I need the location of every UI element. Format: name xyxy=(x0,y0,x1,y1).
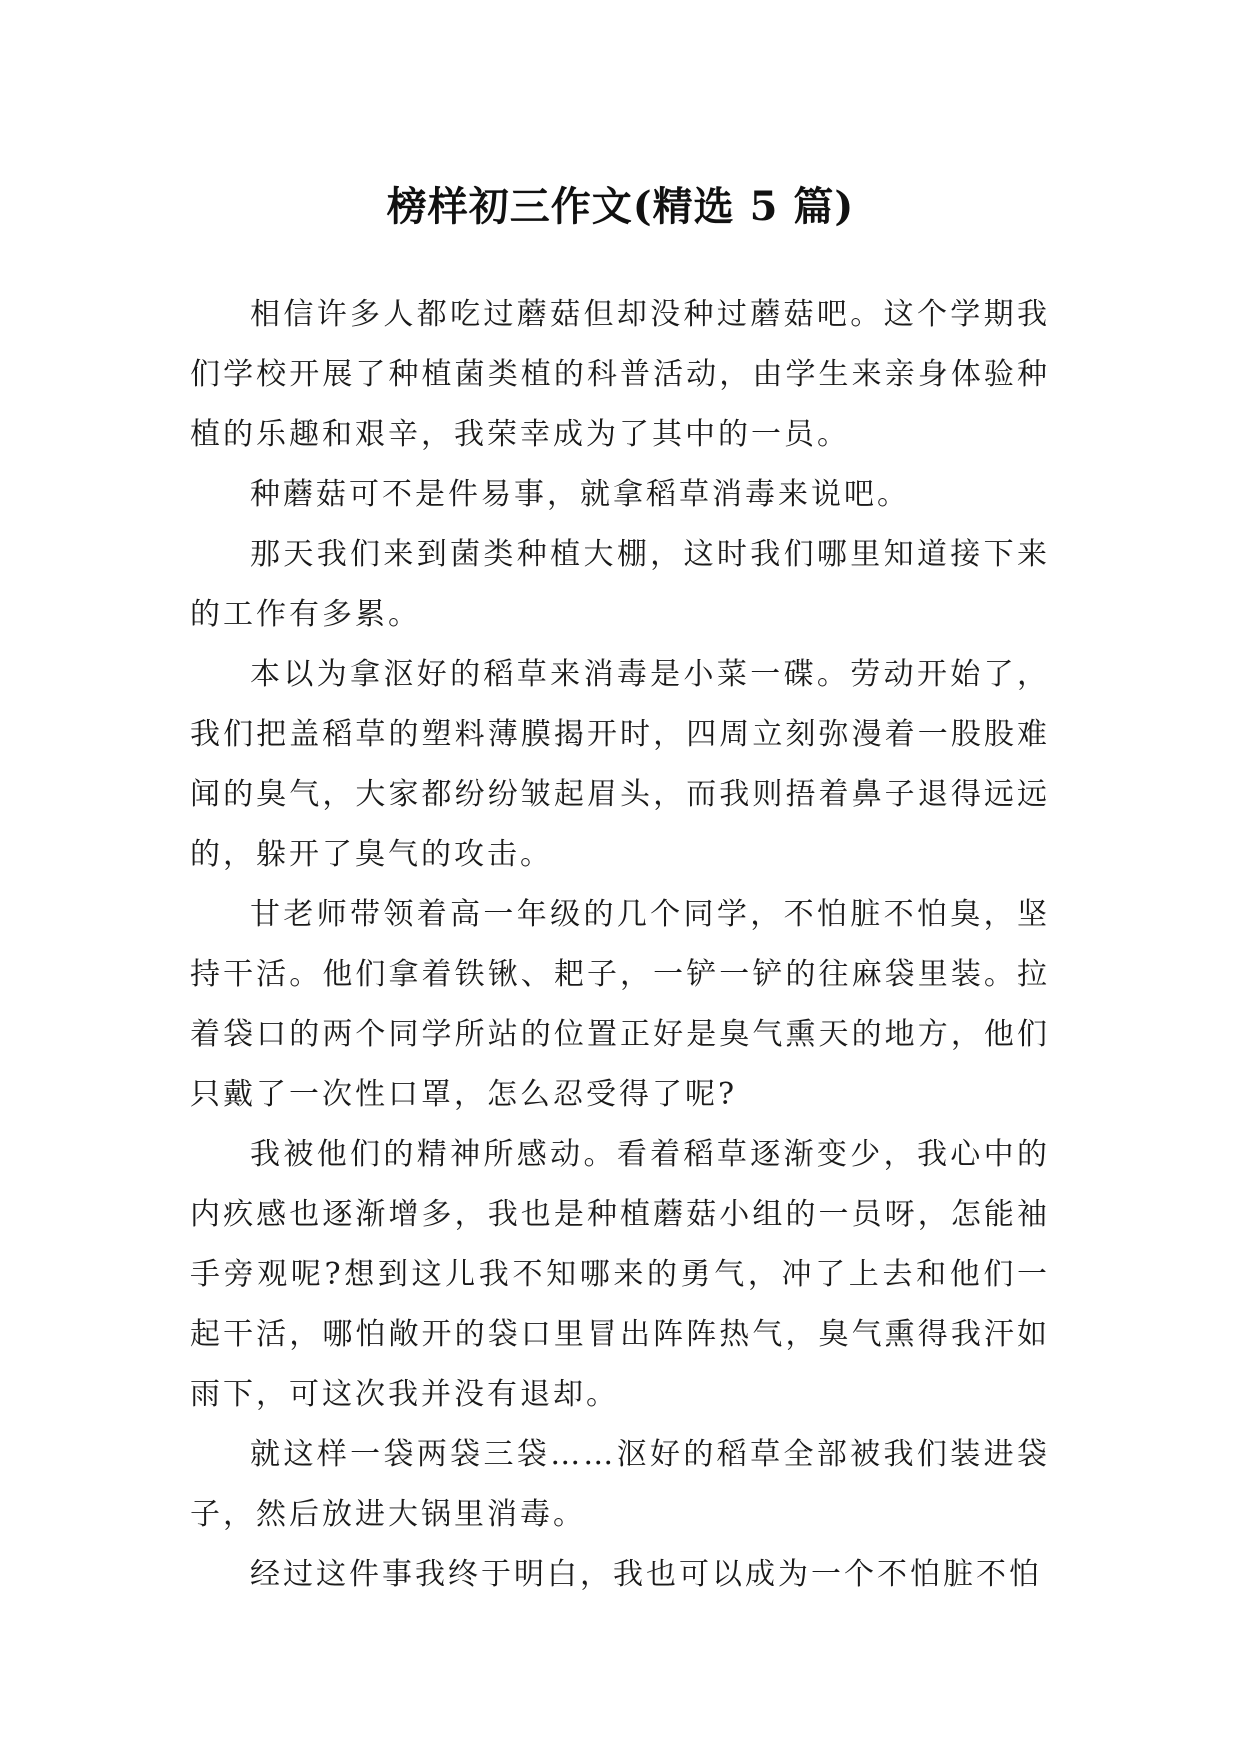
paragraph: 经过这件事我终于明白，我也可以成为一个不怕脏不怕 xyxy=(250,1557,1042,1592)
paragraph: 种蘑菇可不是件易事，就拿稻草消毒来说吧。 xyxy=(250,477,910,512)
document-title: 榜样初三作文(精选 5 篇) xyxy=(386,182,855,230)
document-body xyxy=(190,285,1050,1605)
paragraph: 本以为拿沤好的稻草来消毒是小菜一碟。劳动开始了，我们把盖稻草的塑料薄膜揭开时，四周立刻弥漫着一股股难闻的臭气，大家都纷纷皱起眉头，而我则捂着鼻子退得远远的，躲开了臭气的攻击。 xyxy=(190,657,1050,872)
paragraph: 就这样一袋两袋三袋……沤好的稻草全部被我们装进袋子，然后放进大锅里消毒。 xyxy=(190,1437,1050,1532)
paragraph: 我被他们的精神所感动。看着稻草逐渐变少，我心中的内疚感也逐渐增多，我也是种植蘑菇小组的一员呀，怎能袖手旁观呢?想到这儿我不知哪来的勇气，冲了上去和他们一起干活，哪怕敞开的袋口里冒出阵阵热气，臭气熏得我汗如雨下，可这次我并没有退却。 xyxy=(190,1137,1050,1412)
paragraph: 甘老师带领着高一年级的几个同学，不怕脏不怕臭，坚持干活。他们拿着铁锹、耙子，一铲一铲的往麻袋里装。拉着袋口的两个同学所站的位置正好是臭气熏天的地方，他们只戴了一次性口罩，怎么忍受得了呢? xyxy=(190,897,1050,1112)
paragraph: 那天我们来到菌类种植大棚，这时我们哪里知道接下来的工作有多累。 xyxy=(190,537,1050,632)
paragraph: 相信许多人都吃过蘑菇但却没种过蘑菇吧。这个学期我们学校开展了种植菌类植的科普活动，由学生来亲身体验种植的乐趣和艰辛，我荣幸成为了其中的一员。 xyxy=(190,297,1050,452)
